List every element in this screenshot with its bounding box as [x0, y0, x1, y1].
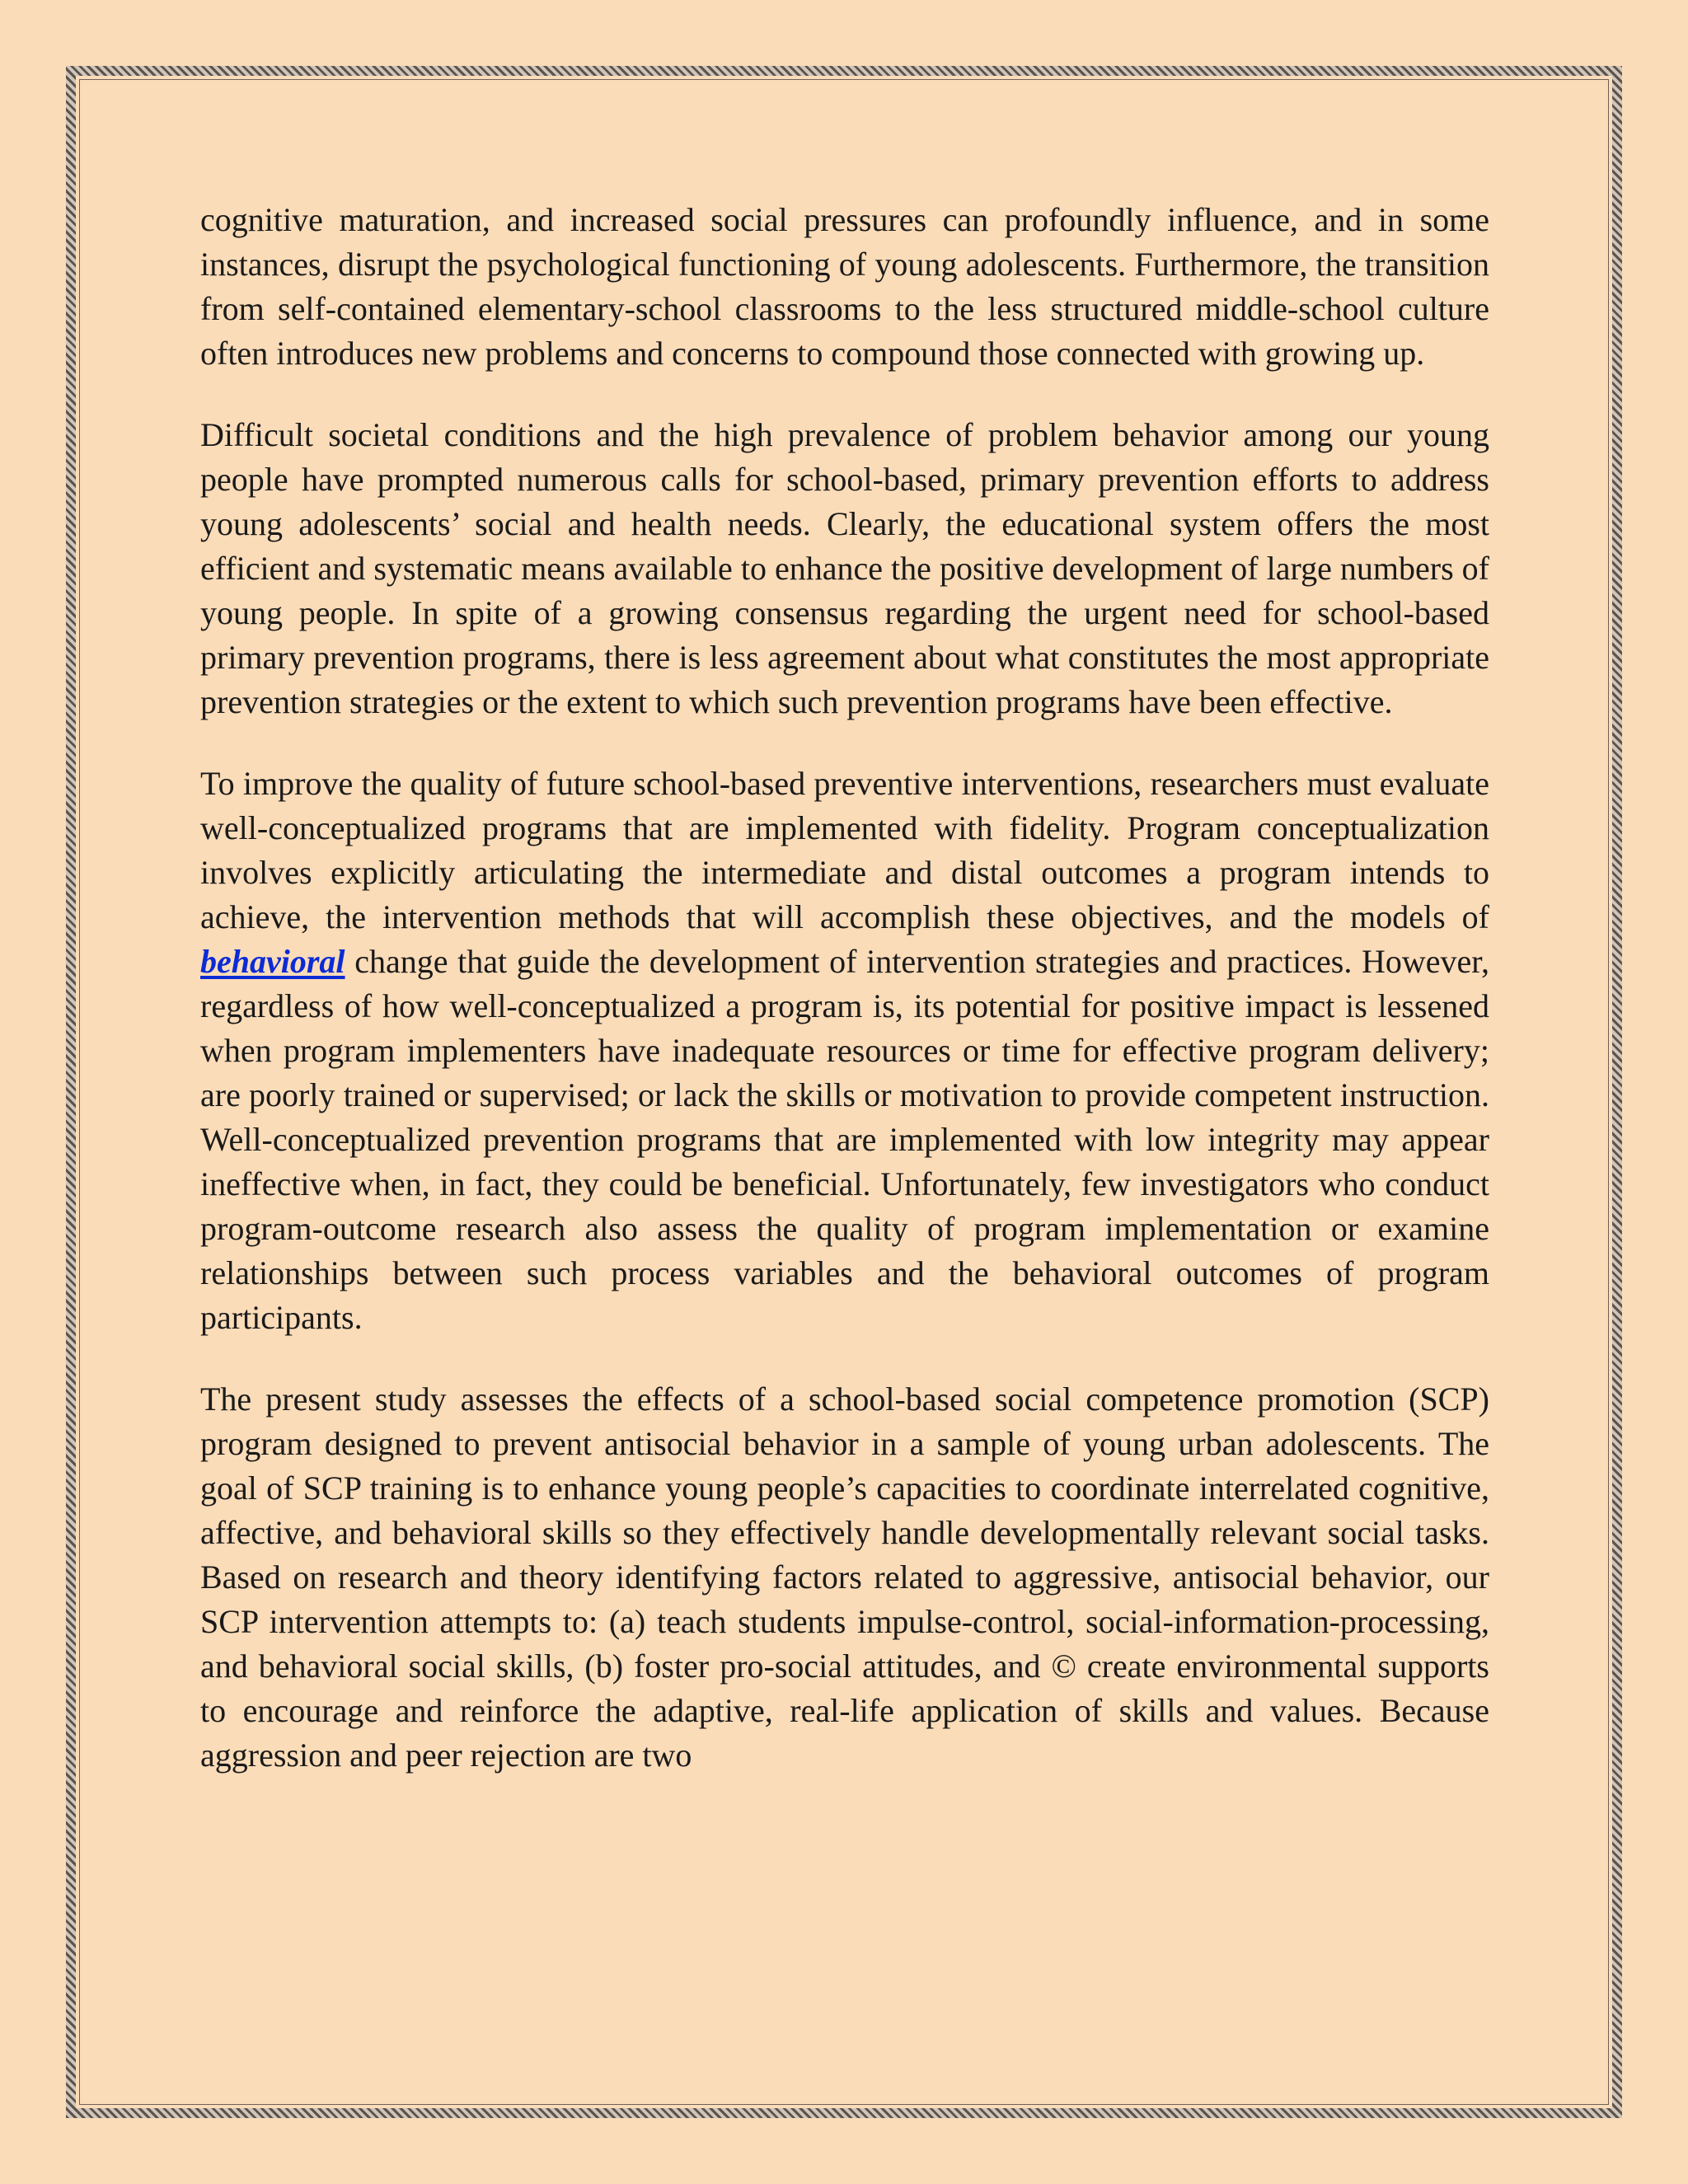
paragraph-1: cognitive maturation, and increased social pressures can profoundly influence, and in some instances, disrupt the psychological functioning of young adolescents. Furthermore, the transition from self-contained elementary-school classrooms to the less structured middle-school culture often introduces new problems and concerns to compound those connected with growing up. [200, 201, 1489, 372]
document-body [200, 198, 1489, 1778]
paragraph-4: The present study assesses the effects of a school-based social competence promotion (SCP) program designed to prevent antisocial behavior in a sample of young urban adolescents. The goal of SCP training is to enhance young people’s capacities to coordinate interrelated cognitive, affective, and behavioral skills so they effectively handle developmentally relevant social tasks. Based on research and theory identifying factors related to aggressive, antisocial behavior, our SCP intervention attempts to: (a) teach students impulse-control, social-information-processing, and behavioral social skills, (b) foster pro-social attitudes, and © create environmental supports to encourage and reinforce the adaptive, real-life application of skills and values. Because aggression and peer rejection are two [200, 1380, 1489, 1774]
paragraph-3 [200, 762, 1489, 1340]
paragraph-3-text-after: change that guide the development of intervention strategies and practices. However, regardless of how well-conceptualized a program is, its potential for positive impact is lessened when program implementers have inadequate resources or time for effective program delivery; are poorly trained or supervised; or lack the skills or motivation to provide competent instruction. Well-conceptualized prevention programs that are implemented with low integrity may appear ineffective when, in fact, they could be beneficial. Unfortunately, few investigators who conduct program-outcome research also assess the quality of program implementation or examine relationships between such process variables and the behavioral outcomes of program participants. [200, 943, 1489, 1336]
paragraph-3-text-before: To improve the quality of future school-based preventive interventions, researchers must evaluate well-conceptualized programs that are implemented with fidelity. Program conceptualization involves explicitly articulating the intermediate and distal outcomes a program intends to achieve, the intervention methods that will accomplish these objectives, and the models of [200, 765, 1489, 935]
paragraph-2: Difficult societal conditions and the high prevalence of problem behavior among our young people have prompted numerous calls for school-based, primary prevention efforts to address young adolescents’ social and health needs. Clearly, the educational system offers the most efficient and systematic means available to enhance the positive development of large numbers of young people. In spite of a growing consensus regarding the urgent need for school-based primary prevention programs, there is less agreement about what constitutes the most appropriate prevention strategies or the extent to which such prevention programs have been effective. [200, 416, 1489, 720]
behavioral-link[interactable]: behavioral [200, 943, 345, 980]
